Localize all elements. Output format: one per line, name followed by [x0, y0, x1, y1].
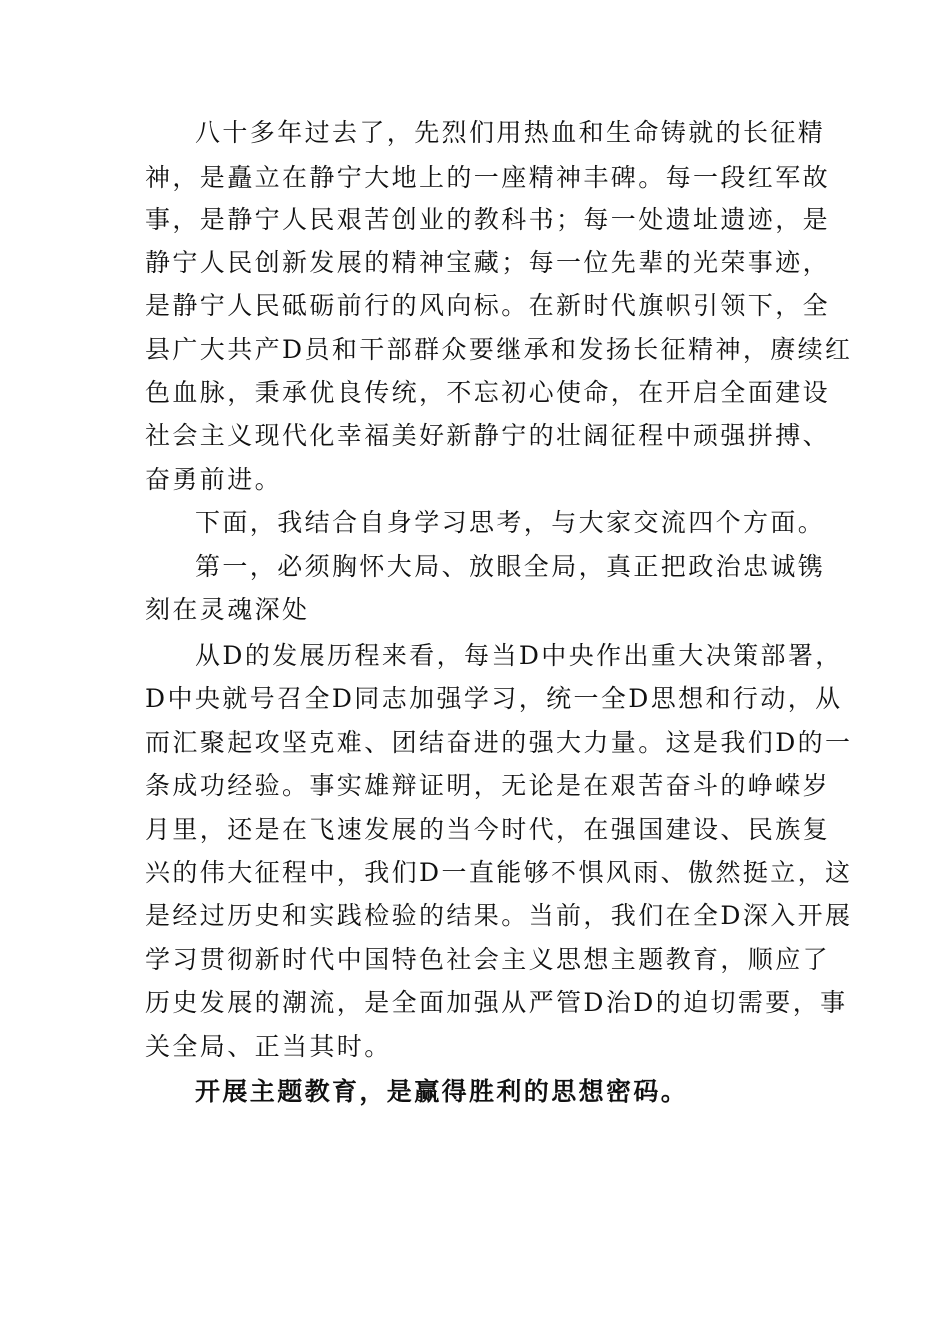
bold-subheading: 开展主题教育，是赢得胜利的思想密码。 [195, 1077, 689, 1106]
section-heading-line-2: 刻在灵魂深处 [145, 595, 310, 624]
paragraph-3-line-5: 月里，还是在飞速发展的当今时代，在强国建设、民族复 [145, 815, 831, 844]
paragraph-1-line-3: 事，是静宁人民艰苦创业的教科书；每一处遗址遗迹，是 [145, 205, 831, 234]
paragraph-3-line-2: D中央就号召全D同志加强学习，统一全D思想和行动，从 [145, 684, 843, 713]
paragraph-1-line-9: 奋勇前进。 [145, 465, 283, 494]
paragraph-1-line-4: 静宁人民创新发展的精神宝藏；每一位先辈的光荣事迹， [145, 248, 831, 277]
paragraph-2-line-1: 下面，我结合自身学习思考，与大家交流四个方面。 [195, 508, 826, 537]
paragraph-3-line-10: 关全局、正当其时。 [145, 1032, 392, 1061]
paragraph-1-line-6: 县广大共产D员和干部群众要继承和发扬长征精神，赓续红 [145, 335, 853, 364]
paragraph-3-line-4: 条成功经验。事实雄辩证明，无论是在艰苦奋斗的峥嵘岁 [145, 771, 831, 800]
paragraph-3-line-3: 而汇聚起攻坚克难、团结奋进的强大力量。这是我们D的一 [145, 728, 853, 757]
section-heading-line-1: 第一，必须胸怀大局、放眼全局，真正把政治忠诚镌 [195, 552, 826, 581]
paragraph-1-line-1: 八十多年过去了，先烈们用热血和生命铸就的长征精 [195, 118, 826, 147]
paragraph-1-line-2: 神，是矗立在静宁大地上的一座精神丰碑。每一段红军故 [145, 163, 831, 192]
paragraph-3-line-1: 从D的发展历程来看，每当D中央作出重大决策部署， [195, 641, 843, 670]
paragraph-3-line-6: 兴的伟大征程中，我们D一直能够不惧风雨、傲然挺立，这 [145, 858, 853, 887]
paragraph-1-line-7: 色血脉，秉承优良传统，不忘初心使命，在开启全面建设 [145, 378, 831, 407]
paragraph-1-line-5: 是静宁人民砥砺前行的风向标。在新时代旗帜引领下，全 [145, 291, 831, 320]
paragraph-3-line-8: 学习贯彻新时代中国特色社会主义思想主题教育，顺应了 [145, 945, 831, 974]
paragraph-3-line-9: 历史发展的潮流，是全面加强从严管D治D的迫切需要，事 [145, 988, 848, 1017]
paragraph-1-line-8: 社会主义现代化幸福美好新静宁的壮阔征程中顽强拼搏、 [145, 421, 831, 450]
paragraph-3-line-7: 是经过历史和实践检验的结果。当前，我们在全D深入开展 [145, 901, 853, 930]
